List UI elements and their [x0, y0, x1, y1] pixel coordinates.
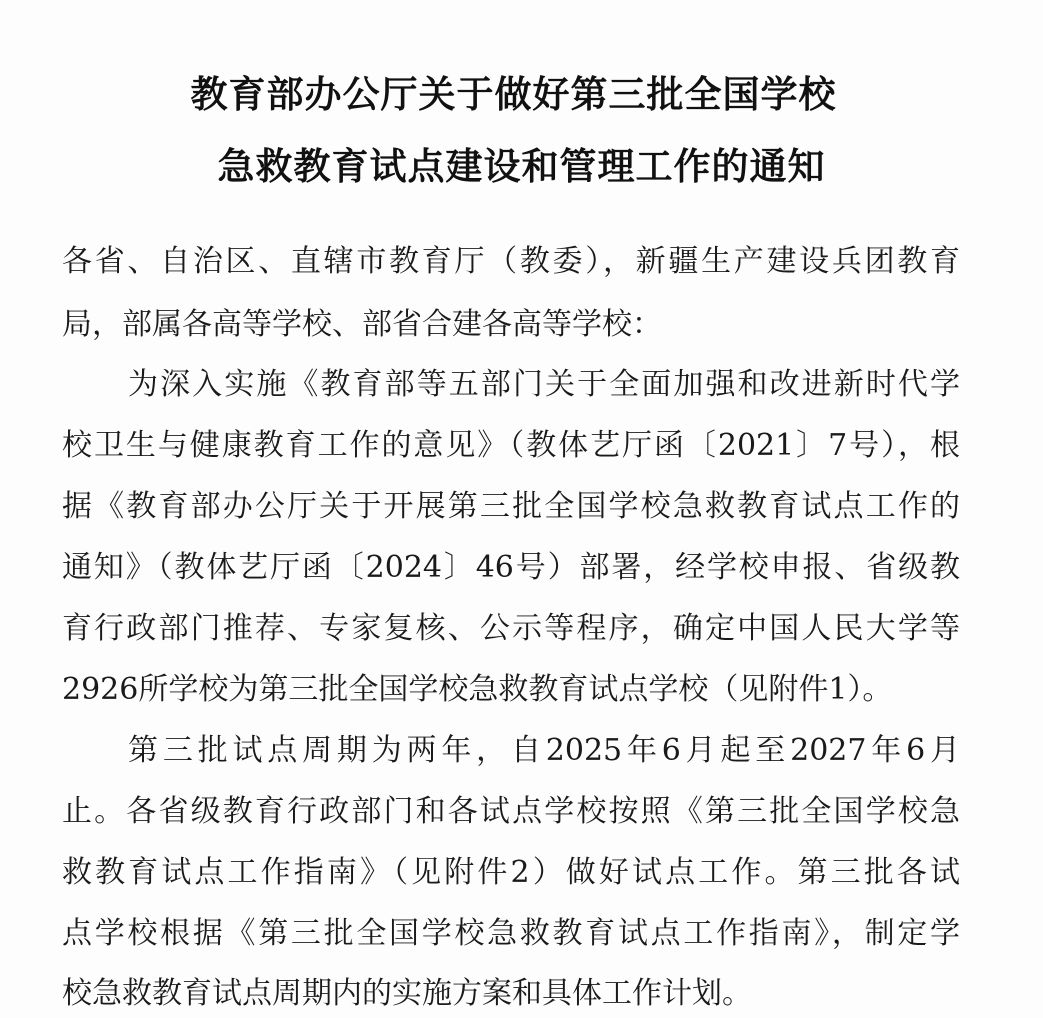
- paragraph-2-line-5: 校急救教育试点周期内的实施方案和具体工作计划。: [62, 976, 752, 1011]
- salutation-line-1: 各省、自治区、直辖市教育厅（教委），新疆生产建设兵团教育: [62, 244, 960, 279]
- paragraph-1-line-5: 育行政部门推荐、专家复核、公示等程序，确定中国人民大学等: [62, 611, 960, 646]
- document-title-line-2: 急救教育试点建设和管理工作的通知: [217, 144, 826, 188]
- paragraph-1-line-1: 为深入实施《教育部等五部门关于全面加强和改进新时代学: [128, 367, 960, 402]
- paragraph-2-line-1: 第三批试点周期为两年，自2025年6月起至2027年6月: [128, 733, 960, 768]
- paragraph-1-line-6: 2926所学校为第三批全国学校急救教育试点学校（见附件1）。: [62, 672, 893, 707]
- salutation-line-2: 局，部属各高等学校、部省合建各高等学校：: [62, 307, 662, 342]
- paragraph-2-line-3: 救教育试点工作指南》（见附件2）做好试点工作。第三批各试: [62, 855, 960, 890]
- paragraph-1-line-2: 校卫生与健康教育工作的意见》（教体艺厅函〔2021〕7号），根: [62, 428, 960, 463]
- paragraph-2-line-2: 止。各省级教育行政部门和各试点学校按照《第三批全国学校急: [62, 794, 960, 829]
- paragraph-2-line-4: 点学校根据《第三批全国学校急救教育试点工作指南》，制定学: [62, 916, 960, 951]
- document-title-line-1: 教育部办公厅关于做好第三批全国学校: [190, 72, 837, 116]
- paragraph-1-line-4: 通知》（教体艺厅函〔2024〕46号）部署，经学校申报、省级教: [62, 550, 960, 585]
- paragraph-1-line-3: 据《教育部办公厅关于开展第三批全国学校急救教育试点工作的: [62, 489, 960, 524]
